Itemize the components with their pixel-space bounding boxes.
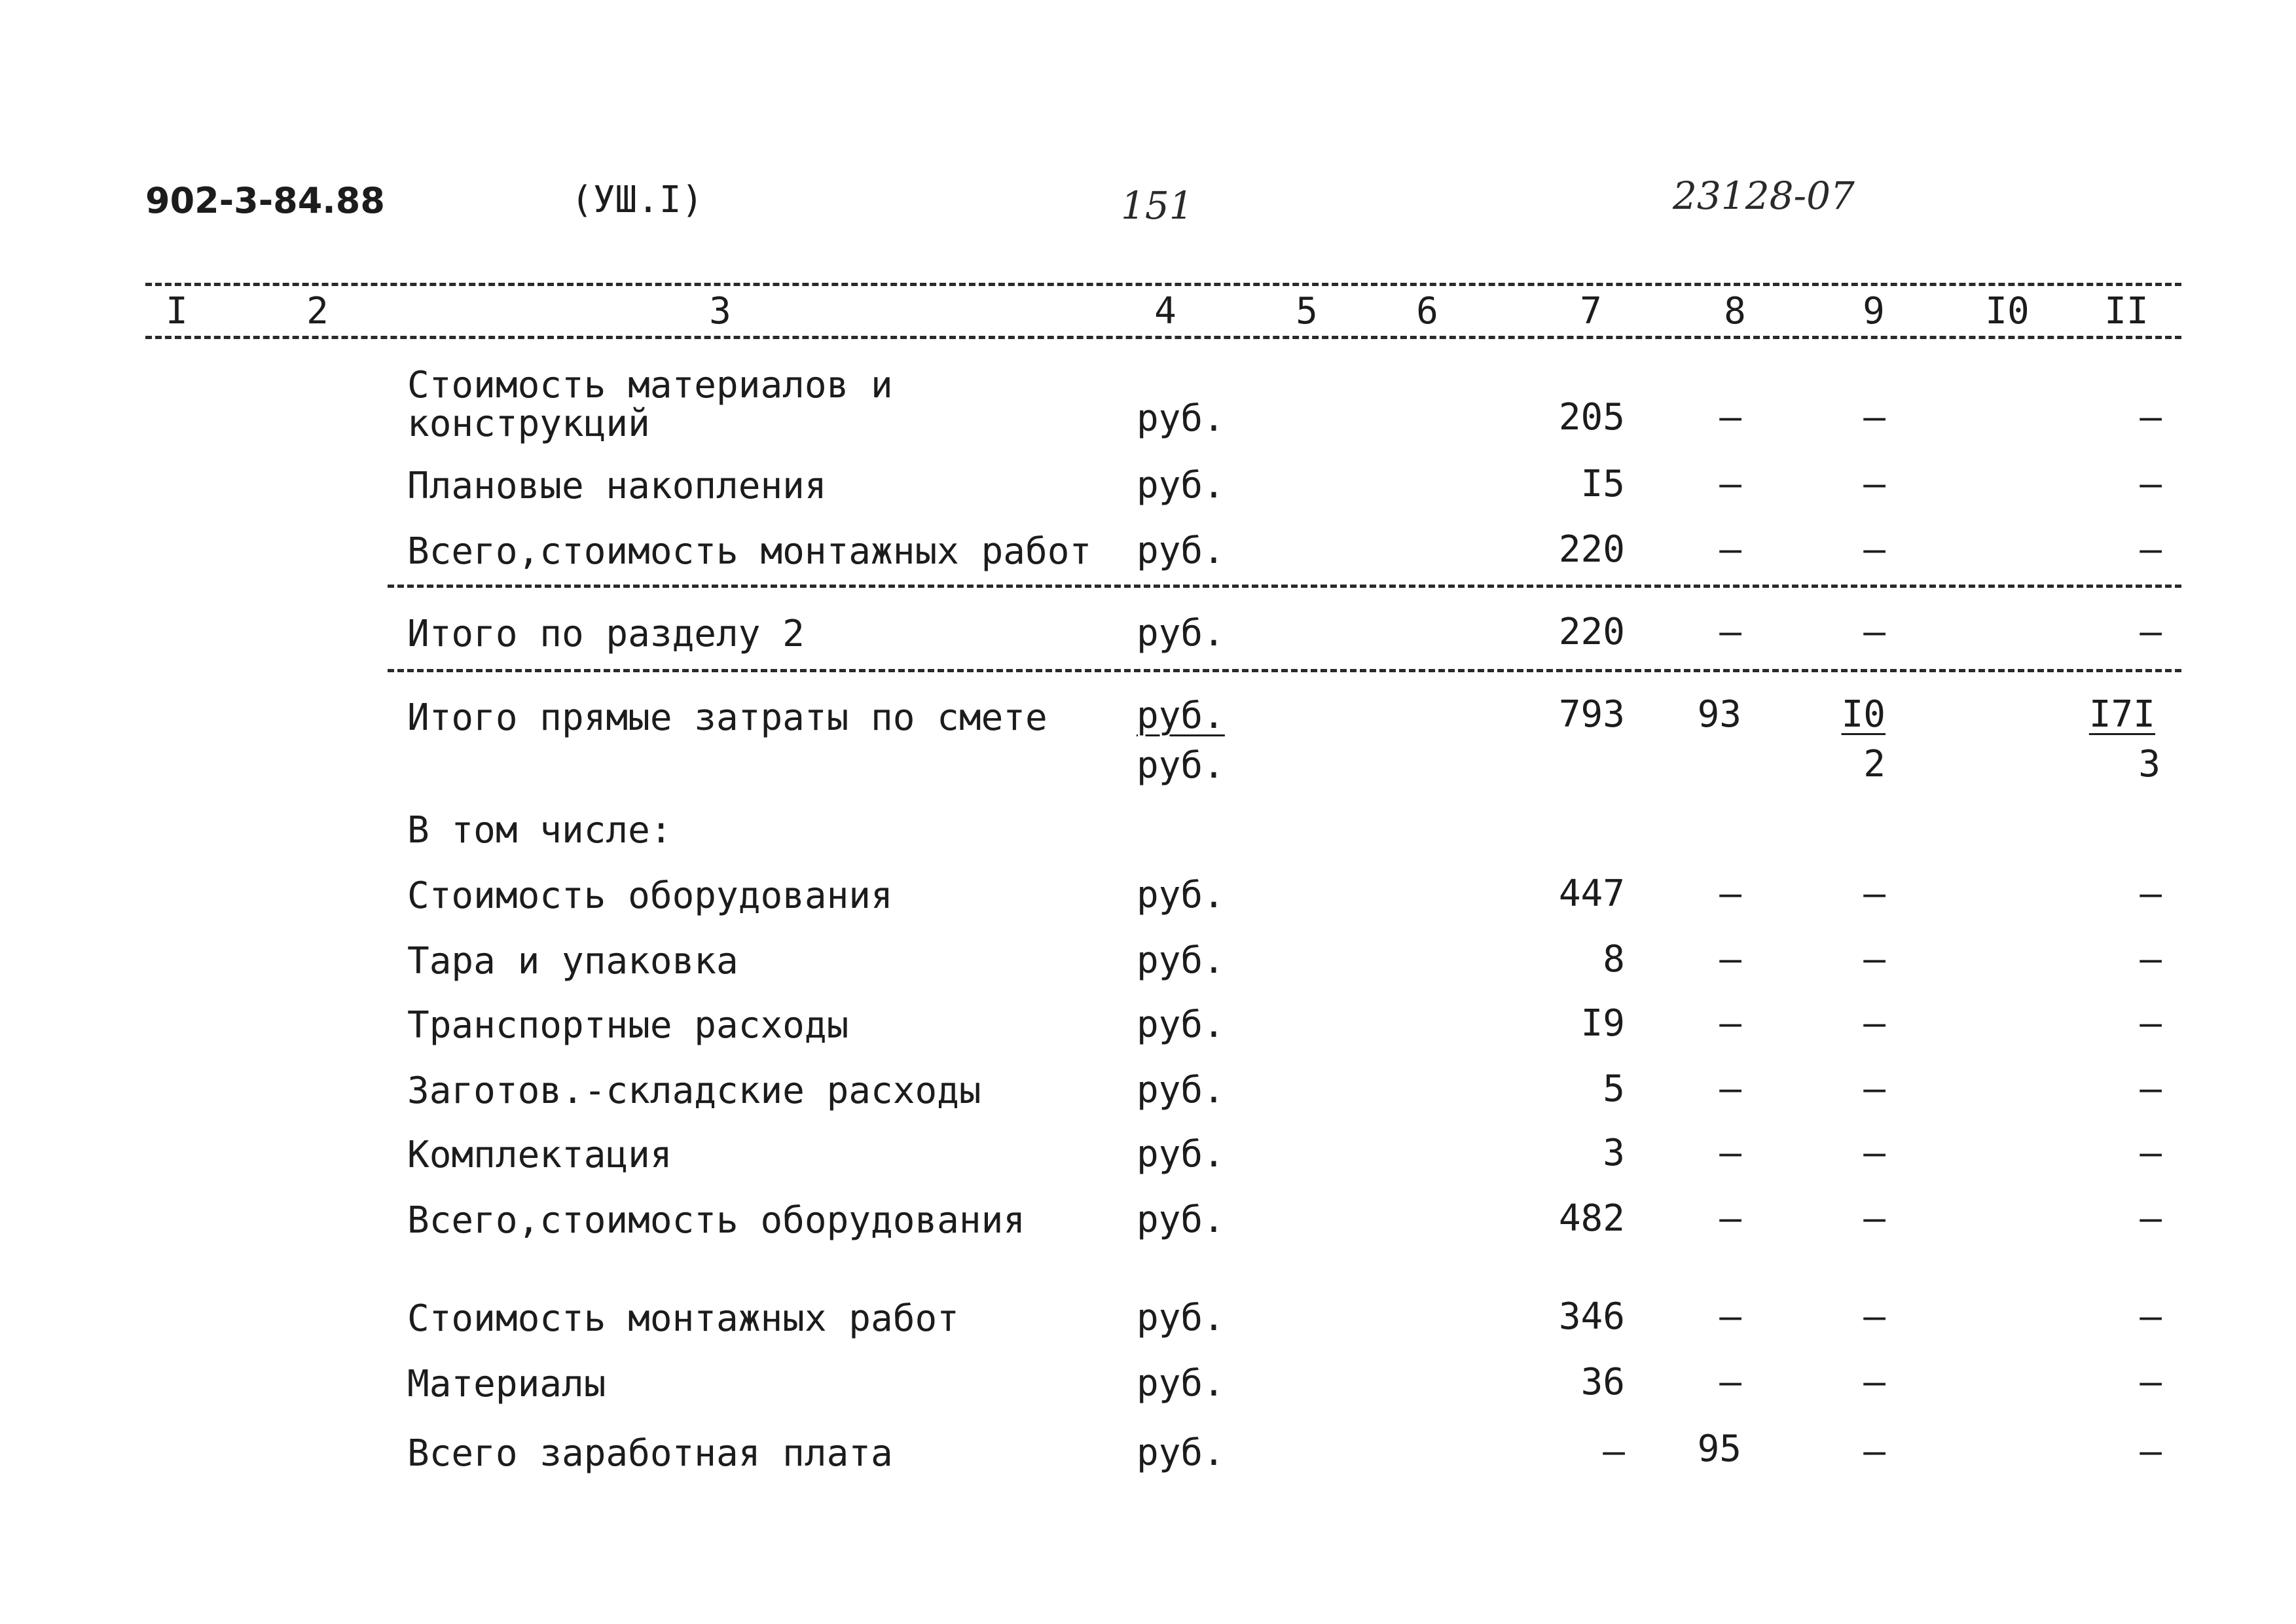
row-label: Транспортные расходы	[407, 1004, 849, 1047]
row-value-col9: –	[1863, 463, 1886, 505]
row-value-col7: 36	[1580, 1361, 1625, 1403]
row-value-col9: –	[1863, 1430, 1886, 1473]
row-value-col11: –	[2140, 938, 2162, 981]
row-value-col7: 5	[1603, 1068, 1625, 1110]
row-value-col9: –	[1863, 528, 1886, 571]
row-unit: руб.	[1137, 464, 1225, 507]
row-value-col11: –	[2140, 611, 2162, 653]
project-code: 902-3-84.88	[145, 180, 385, 221]
row-value-col11: –	[2140, 528, 2162, 571]
row-unit: руб.	[1137, 1432, 1225, 1474]
row-value-col8: –	[1719, 873, 1741, 915]
row-unit: руб.	[1137, 612, 1225, 655]
row-value-col7: 3	[1603, 1132, 1625, 1174]
row-value-col7: –	[1603, 1430, 1625, 1473]
row-value-col7: 8	[1603, 938, 1625, 981]
row-value-col7: I5	[1580, 463, 1625, 505]
row-value-col11: –	[2140, 1430, 2162, 1473]
row-label: Итого по разделу 2	[407, 613, 805, 655]
row-unit: руб.	[1137, 939, 1225, 982]
row-label: Всего,стоимость монтажных работ	[407, 530, 1092, 573]
row-value-col11: –	[2140, 1361, 2162, 1403]
row-label: Заготов.-складские расходы	[407, 1070, 981, 1112]
row-label: В том числе:	[407, 809, 672, 852]
row-unit: руб.	[1137, 1297, 1225, 1339]
row-value-col11: –	[2140, 1002, 2162, 1045]
row-value-col8: –	[1719, 1002, 1741, 1045]
row-value-col9: –	[1863, 396, 1886, 439]
row-label: Тара и упаковка	[407, 940, 738, 983]
row-value-col9: –	[1863, 1068, 1886, 1110]
row-value-col8: –	[1719, 611, 1741, 653]
column-header-6: 6	[1416, 290, 1438, 333]
row-value-col9: I0	[1841, 693, 1886, 736]
row-value-col11-secondary: 3	[2138, 743, 2160, 785]
row-value-col9: –	[1863, 873, 1886, 915]
row-value-col11: –	[2140, 1132, 2162, 1174]
row-unit: руб.	[1137, 1003, 1225, 1046]
row-label: Всего заработная плата	[407, 1432, 893, 1475]
row-label: Комплектация	[407, 1134, 672, 1176]
row-label: Стоимость монтажных работ	[407, 1297, 959, 1340]
column-header-11: II	[2104, 290, 2149, 333]
row-value-col9: –	[1863, 1197, 1886, 1240]
section-rule	[388, 669, 2181, 672]
row-value-col9-secondary: 2	[1863, 743, 1886, 785]
section-label: (УШ.I)	[571, 179, 704, 221]
row-label: Стоимость материалов и конструкций	[407, 364, 893, 445]
row-unit: руб.	[1137, 1199, 1225, 1241]
row-value-col8: –	[1719, 1132, 1741, 1174]
section-rule	[388, 585, 2181, 588]
row-unit: руб.	[1137, 530, 1225, 572]
row-value-col9: –	[1863, 1132, 1886, 1174]
row-value-col11: –	[2140, 873, 2162, 915]
column-header-4: 4	[1154, 290, 1176, 333]
row-value-col8: –	[1719, 1361, 1741, 1403]
row-value-col8: –	[1719, 528, 1741, 571]
column-header-1: I	[166, 290, 188, 333]
row-value-col8: –	[1719, 1068, 1741, 1110]
row-value-col11: –	[2140, 396, 2162, 439]
row-value-col9: –	[1863, 1002, 1886, 1045]
row-value-col7: I9	[1580, 1002, 1625, 1045]
header-top-rule	[145, 283, 2181, 286]
row-value-col7: 793	[1558, 693, 1625, 736]
column-header-3: 3	[709, 290, 731, 333]
row-value-col9: –	[1863, 1295, 1886, 1338]
row-label: Стоимость оборудования	[407, 875, 893, 917]
row-value-col9: –	[1863, 938, 1886, 981]
column-header-8: 8	[1724, 290, 1746, 333]
row-unit: руб.	[1137, 1069, 1225, 1111]
column-header-2: 2	[306, 290, 329, 333]
row-value-col8: 95	[1697, 1428, 1741, 1470]
row-value-col9: –	[1863, 611, 1886, 653]
row-value-col9: –	[1863, 1361, 1886, 1403]
column-header-9: 9	[1863, 290, 1885, 333]
row-value-col11: –	[2140, 463, 2162, 505]
column-header-7: 7	[1580, 290, 1602, 333]
row-value-col11: –	[2140, 1197, 2162, 1240]
row-label: Всего,стоимость оборудования	[407, 1199, 1026, 1242]
row-unit: руб.	[1137, 874, 1225, 916]
row-value-col7: 346	[1558, 1295, 1625, 1338]
row-value-col11: –	[2140, 1068, 2162, 1110]
column-header-5: 5	[1296, 290, 1318, 333]
row-value-col7: 205	[1558, 396, 1625, 439]
page-number: 151	[1121, 183, 1194, 228]
row-value-col7: 447	[1558, 873, 1625, 915]
row-value-col8: –	[1719, 396, 1741, 439]
row-value-col8: –	[1719, 463, 1741, 505]
document-number: 23128-07	[1673, 173, 1855, 218]
row-unit-secondary: руб.	[1137, 744, 1225, 787]
row-unit: руб.	[1137, 397, 1225, 440]
row-value-col11: –	[2140, 1295, 2162, 1338]
row-value-col8: –	[1719, 938, 1741, 981]
row-value-col7: 220	[1558, 611, 1625, 653]
column-header-10: I0	[1985, 290, 2030, 333]
row-label: Плановые накопления	[407, 465, 827, 507]
row-value-col11: I7I	[2088, 693, 2155, 736]
row-label: Материалы	[407, 1363, 606, 1405]
row-unit: руб.	[1137, 695, 1225, 737]
row-unit: руб.	[1137, 1133, 1225, 1176]
row-unit: руб.	[1137, 1362, 1225, 1405]
row-value-col7: 482	[1558, 1197, 1625, 1240]
row-label: Итого прямые затраты по смете	[407, 696, 1048, 739]
row-value-col8: –	[1719, 1295, 1741, 1338]
header-bottom-rule	[145, 336, 2181, 339]
row-value-col8: –	[1719, 1197, 1741, 1240]
row-value-col7: 220	[1558, 528, 1625, 571]
row-value-col8: 93	[1697, 693, 1741, 736]
